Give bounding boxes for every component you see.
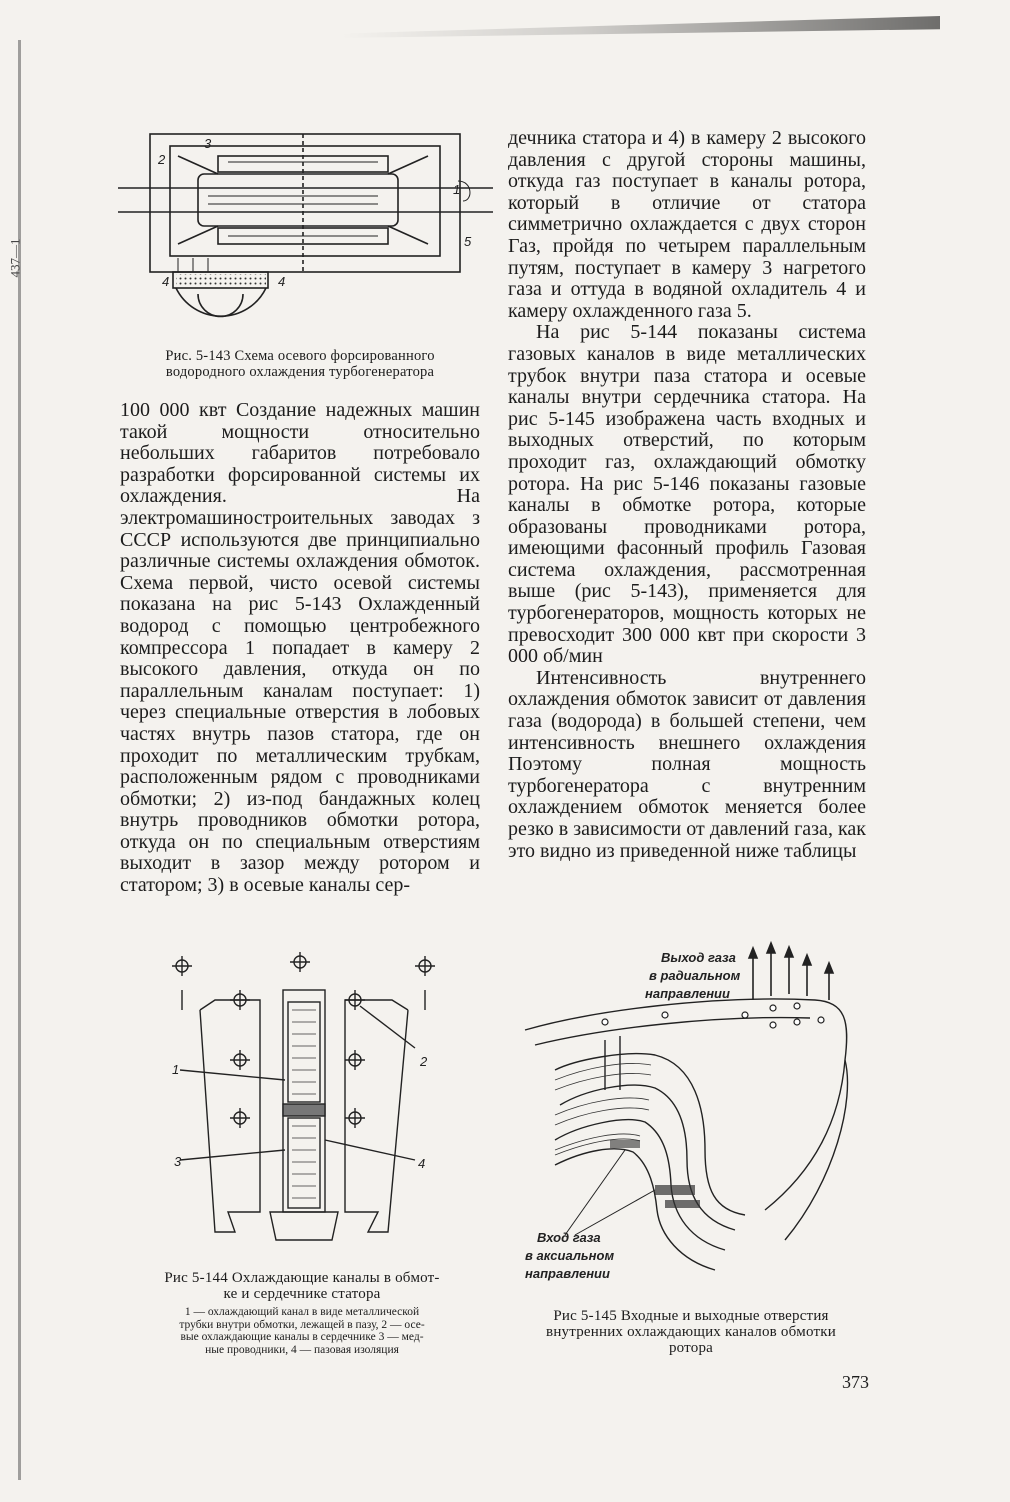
fig144-label-3: 3 bbox=[174, 1154, 182, 1169]
right-paragraph-2: На рис 5-144 показаны система газовых каналов в виде металлических трубок внутри паза статора и осевые каналы внутри сердечника статора. На рис 5-145 изображена часть входных и выходных отверстий, по которым проходит газ, охлаждающий обмотку ротора. На рис 5-146 показаны газовые каналы в обмотке ротора, которые образованы проводниками ротора, имеющими фасонный профиль Газовая система охлаждения, рассмотренная выше (рис 5-143), применяется для турбогенераторов, мощность которых не превосходит 300 000 квт при скорости 3 000 об/мин bbox=[508, 321, 866, 668]
figure-5-145 bbox=[515, 940, 875, 1290]
right-paragraph-1: дечника статора и 4) в камеру 2 высокого давления с другой стороны машины, откуда газ поступает в каналы ротора, который в отличие от статора симметрично охлаждается с двух сторон Газ, пройдя по четырем параллельным путям, поступает в камеру 3 нагретого газа и оттуда в водяной охладитель 4 и камеру охлажденного газа 5. bbox=[508, 127, 866, 322]
fig144-label-2: 2 bbox=[420, 1054, 428, 1069]
fig143-label-4b: 4 bbox=[278, 274, 286, 289]
fig143-label-4a: 4 bbox=[162, 274, 170, 289]
scan-edge-top bbox=[340, 16, 940, 38]
fig144-legend: 1 — охлаждающий канал в виде металлической трубки внутри обмотки, лежащей в пазу, 2 — осе- вые охлаждающие каналы в сердечнике 3 — мед- ные проводники, 4 — пазовая изоляция bbox=[179, 1306, 425, 1356]
right-column bbox=[508, 128, 866, 862]
figure-5-144 bbox=[160, 950, 460, 1255]
fig143-label-2: 2 bbox=[158, 152, 166, 167]
fig145-in-label-3: направлении bbox=[525, 1266, 610, 1281]
left-column bbox=[120, 400, 480, 897]
margin-note: 437—1 bbox=[7, 238, 23, 278]
fig145-out-label-1: Выход газа bbox=[661, 950, 736, 965]
fig143-label-3: 3 bbox=[204, 136, 212, 151]
fig145-caption: Рис 5-145 Входные и выходные отверстия внутренних охлаждающих каналов обмотки ротора bbox=[546, 1308, 836, 1356]
figure-5-143 bbox=[118, 126, 498, 336]
fig145-out-label-3: направлении bbox=[645, 986, 730, 1001]
right-paragraph-3: Интенсивность внутреннего охлаждения обмоток зависит от давления газа (водорода) в большей степени, чем интенсивность внешнего охлаждения Поэтому полная мощность турбогенератора с внутренним охлаждением обмоток меняется более резко в зависимости от давлений газа, как это видно из приведенной ниже таблицы bbox=[508, 666, 866, 862]
fig145-in-label-2: в аксиальном bbox=[525, 1248, 615, 1263]
fig144-label-1: 1 bbox=[172, 1062, 180, 1077]
fig143-label-1: 1 bbox=[453, 182, 461, 197]
fig144-label-4: 4 bbox=[418, 1156, 426, 1171]
left-paragraph-1: 100 000 квт Создание надежных машин такой мощности относительно небольших габаритов потребовало разработки форсированной системы их охлаждения. На электромашиностроительных заводах з СССР используются две принципиально различные системы охлаждения обмоток. Схема первой, чисто осевой системы показана на рис 5-143 Охлажденный водород с помощью центробежного компрессора 1 попадает в камеру 2 высокого давления, откуда он по параллельным каналам поступает: 1) через специальные отверстия в лобовых частях внутрь пазов статора, где он проходит по металлическим трубкам, расположенным рядом с проводниками обмотки; 2) из-под бандажных колец внутрь проводников обмотки ротора, откуда он по специальным отверстиям выходит в зазор между ротором и статором; 3) в осевые каналы сер- bbox=[120, 399, 480, 897]
fig145-out-label-2: в радиальном bbox=[649, 968, 741, 983]
page-number: 373 bbox=[842, 1372, 869, 1392]
fig143-label-5: 5 bbox=[464, 234, 472, 249]
fig143-caption: Рис. 5-143 Схема осевого форсированного водородного охлаждения турбогенератора bbox=[165, 348, 435, 380]
fig145-in-label-1: Вход газа bbox=[537, 1230, 601, 1245]
fig144-caption: Рис 5-144 Охлаждающие каналы в обмот- ке и сердечнике статора bbox=[164, 1270, 440, 1302]
